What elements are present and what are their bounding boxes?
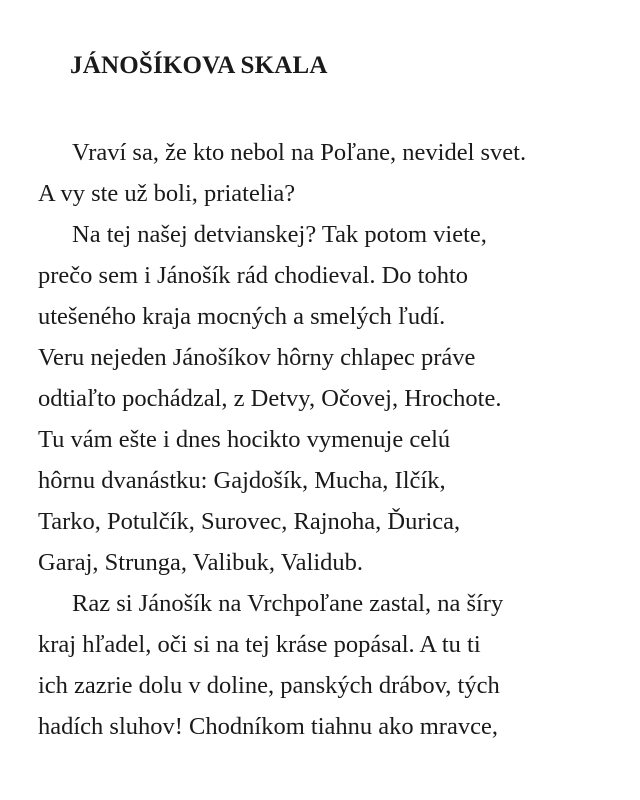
text-line: Tu vám ešte i dnes hocikto vymenuje celú (38, 426, 451, 453)
chapter-body (38, 132, 608, 747)
text-line: ich zazrie dolu v doline, panských drábov, tých (38, 672, 500, 699)
chapter-title: JÁNOŠÍKOVA SKALA (70, 52, 328, 79)
text-line: Garaj, Strunga, Valibuk, Validub. (38, 549, 364, 576)
text-line: A vy ste už boli, priatelia? (38, 180, 296, 207)
text-line: Vraví sa, že kto nebol na Poľane, nevidel svet. (72, 139, 527, 166)
text-line: Veru nejeden Jánošíkov hôrny chlapec práve (38, 344, 476, 371)
text-line: prečo sem i Jánošík rád chodieval. Do tohto (38, 262, 469, 289)
text-line: utešeného kraja mocných a smelých ľudí. (38, 303, 446, 330)
text-line: Na tej našej detvianskej? Tak potom viete, (72, 221, 487, 248)
text-line: hadích sluhov! Chodníkom tiahnu ako mravce, (38, 713, 498, 740)
text-line: odtiaľto pochádzal, z Detvy, Očovej, Hrochote. (38, 385, 502, 412)
text-line: Raz si Jánošík na Vrchpoľane zastal, na šíry (72, 590, 504, 617)
text-line: hôrnu dvanástku: Gajdošík, Mucha, Ilčík, (38, 467, 446, 494)
text-line: kraj hľadel, oči si na tej kráse popásal. A tu ti (38, 631, 481, 658)
text-line: Tarko, Potulčík, Surovec, Rajnoha, Ďurica, (38, 508, 461, 535)
